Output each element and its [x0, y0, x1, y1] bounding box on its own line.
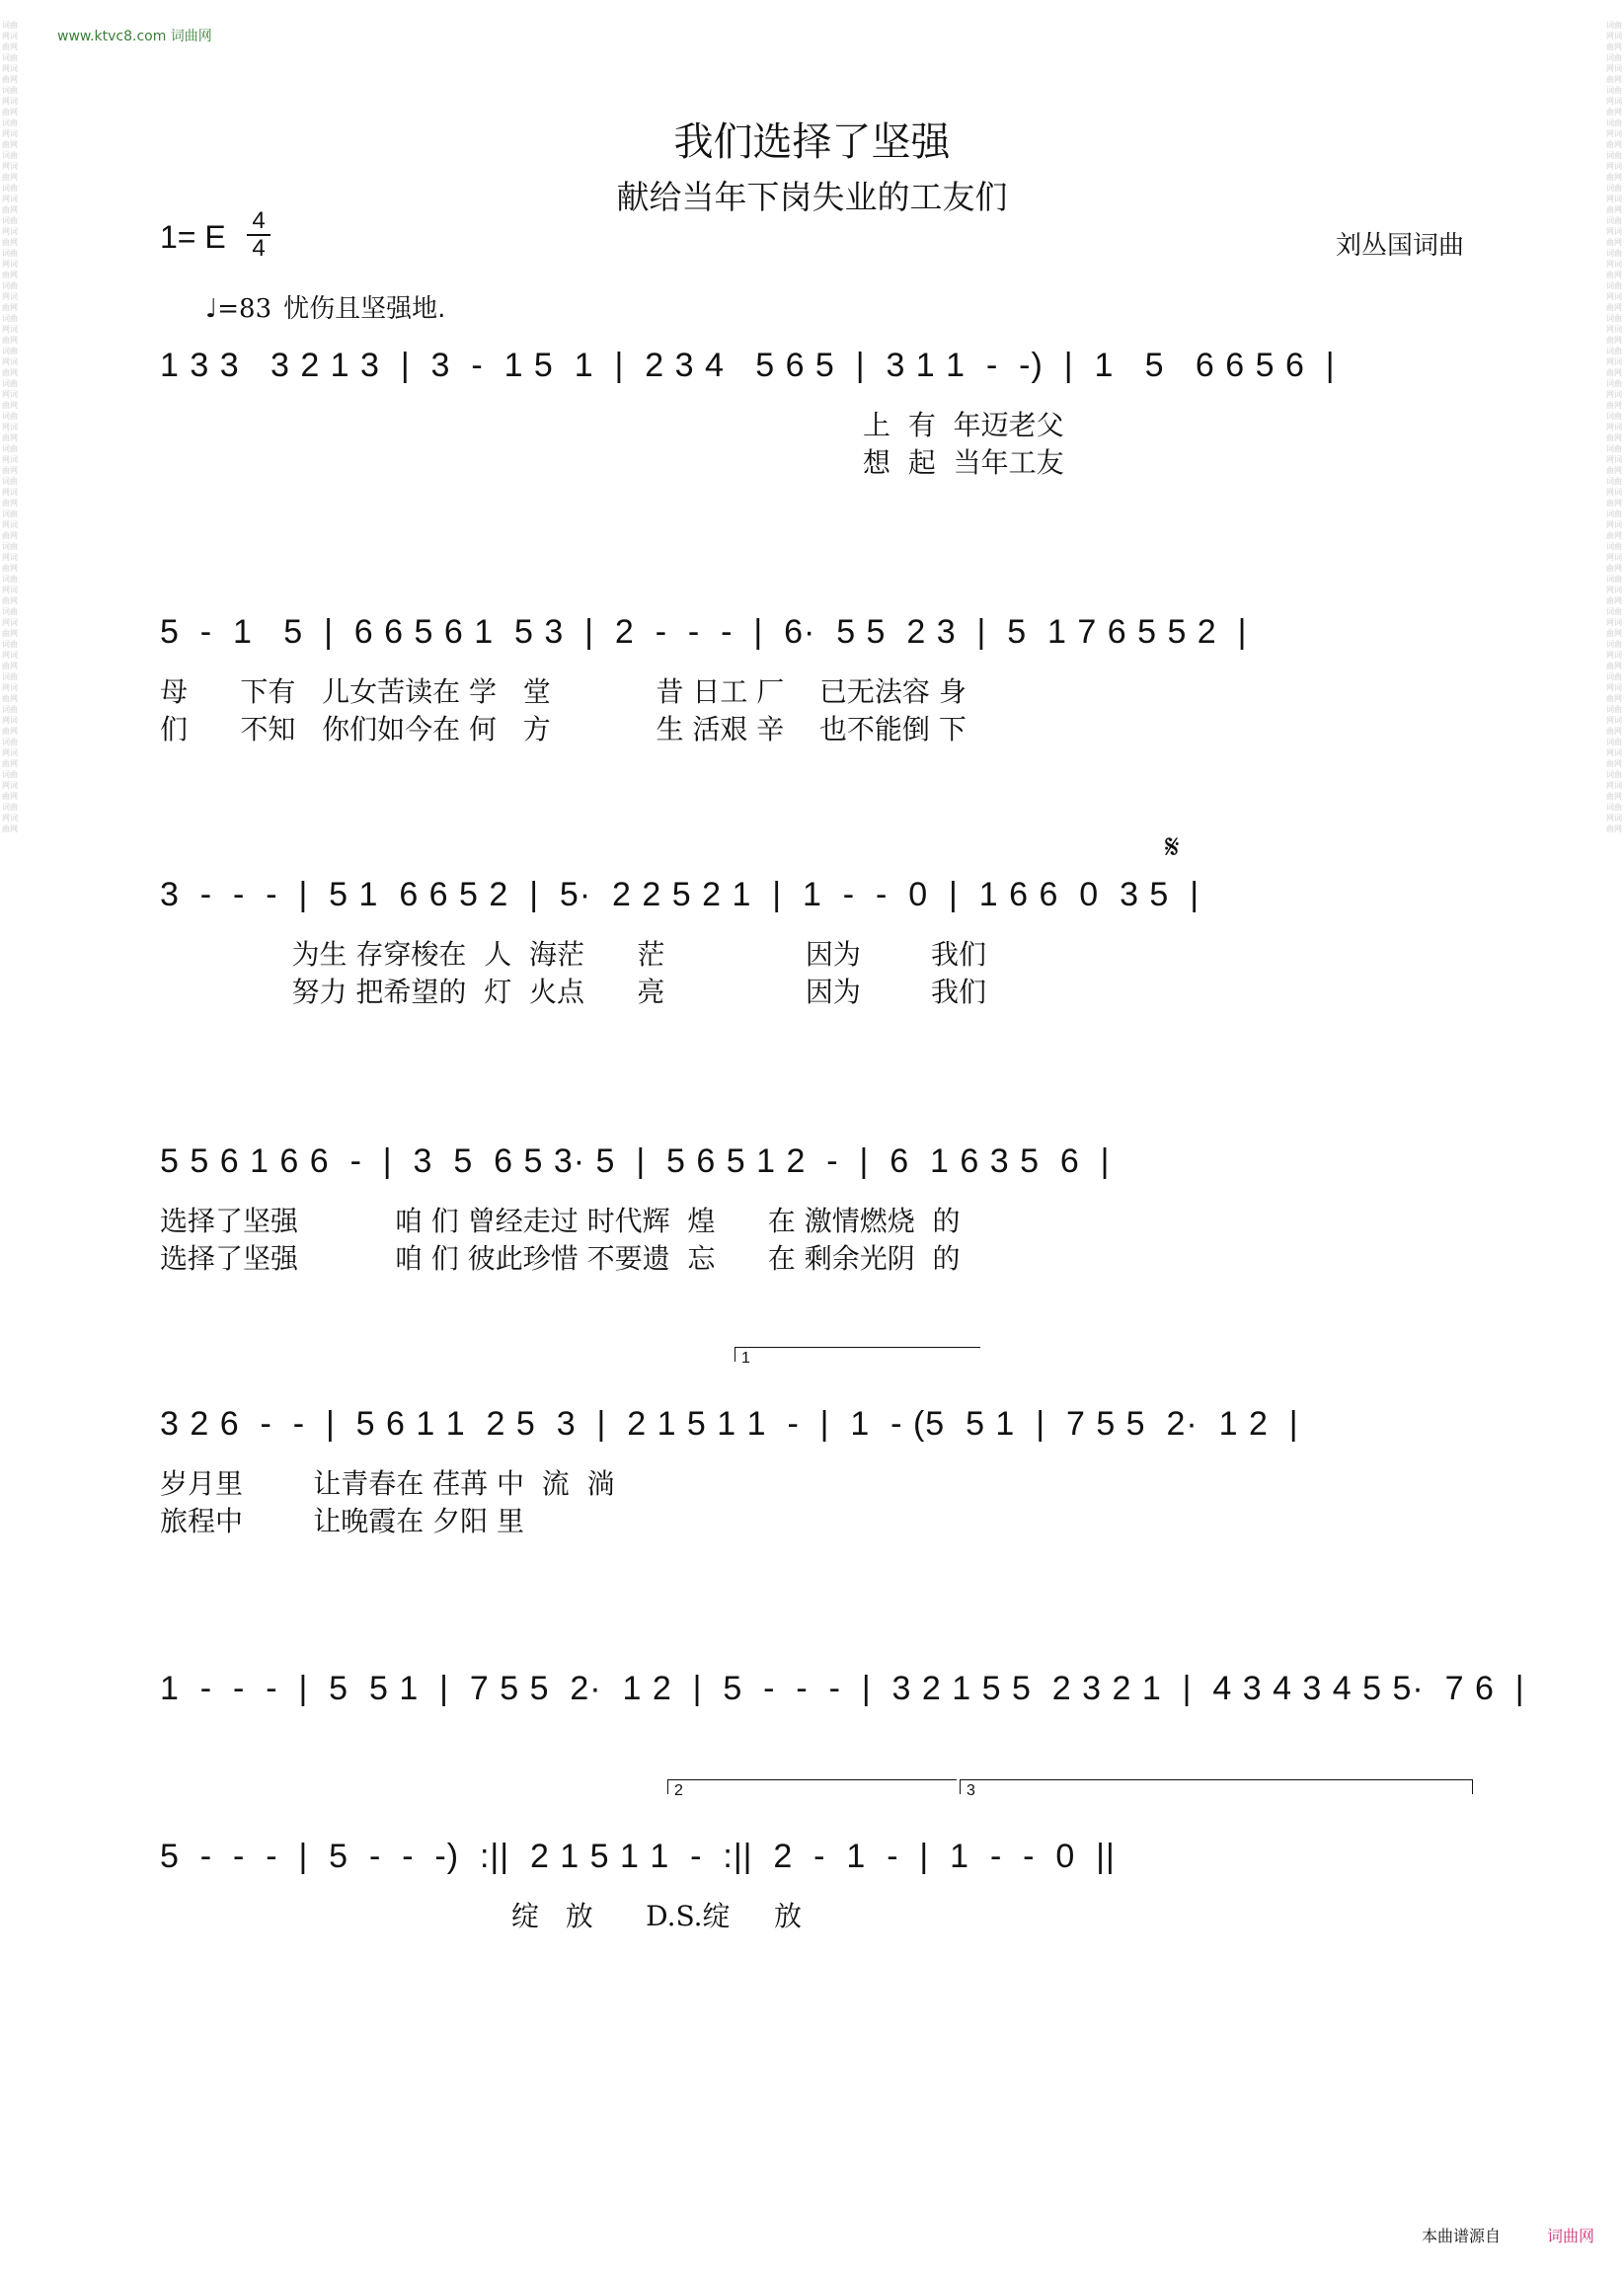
lyrics-verse-2: 们 不知 你们如今在 何 方 生 活艰 辛 也不能倒 下: [160, 713, 967, 746]
notes-line: 5 - 1 5 | 6 6 5 6 1 5 3 | 2 - - - | 6· 5 5 2 3 | 5 1 7 6 5 5 2 |: [160, 613, 1248, 651]
lyrics-verse-2: 努力 把希望的 灯 火点 亮 因为 我们: [160, 976, 987, 1008]
key-signature: 1= E: [160, 219, 226, 255]
notes-line: 3 - - - | 5 1 6 6 5 2 | 5· 2 2 5 2 1 | 1 - - 0 | 1 6 6 0 3 5 |: [160, 876, 1200, 913]
notes-line: 1 - - - | 5 5 1 | 7 5 5 2· 1 2 | 5 - - - | 3 2 1 5 5 2 3 2 1 | 4 3 4 3 4 5 5· 7 6 |: [160, 1670, 1525, 1707]
composer-credit: 刘丛国词曲: [1335, 231, 1464, 261]
source-label: 本曲谱源自: [1421, 2227, 1501, 2245]
lyrics-verse-1: 绽 放 D.S.绽 放: [160, 1900, 803, 1932]
side-watermark-right: 词曲网词曲网词曲网词曲网词曲网词曲网词曲网词曲网词曲网词曲网词曲网词曲网词曲网词曲网词曲网词曲网词曲网词曲网词曲网词曲网词曲网词曲网词曲网词曲网词曲网词曲网词曲网词曲网词曲网词曲网词曲网词曲网词曲网词曲网词曲网词曲网词曲网词曲网词曲网词曲网词曲网词曲网词曲网词曲网词曲网词曲网词曲网词曲网词曲网词曲网: [1606, 21, 1622, 833]
notes-line: 5 - - - | 5 - - -) :|| 2 1 5 1 1 - :|| 2 - 1 - | 1 - - 0 ||: [160, 1838, 1116, 1875]
lyrics-verse-2: 旅程中 让晚霞在 夕阳 里: [160, 1505, 525, 1537]
lyrics-verse-1: 母 下有 儿女苦读在 学 堂 昔 日工 厂 已无法容 身: [160, 675, 967, 708]
volta-bracket-2: 2: [667, 1779, 957, 1794]
tempo-marking: [205, 288, 445, 325]
lyrics-verse-2: 选择了坚强 咱 们 彼此珍惜 不要遗 忘 在 剩余光阴 的: [160, 1242, 961, 1275]
volta-bracket-3: 3: [960, 1779, 1473, 1794]
source-site-link[interactable]: 词曲网: [1546, 2227, 1594, 2245]
notes-line: 3 2 6 - - | 5 6 1 1 2 5 3 | 2 1 5 1 1 - | 1 - (5 5 1 | 7 5 5 2· 1 2 |: [160, 1405, 1299, 1443]
expression-marking: 忧伤且坚强地.: [283, 294, 446, 324]
site-url-header[interactable]: www.ktvc8.com 词曲网: [57, 29, 212, 44]
segno-sign: 𝄋: [1165, 827, 1180, 867]
lyrics-verse-1: 选择了坚强 咱 们 曾经走过 时代辉 煌 在 激情燃烧 的: [160, 1205, 961, 1237]
tempo-value: ♩=83: [205, 294, 272, 324]
notes-line: 5 5 6 1 6 6 - | 3 5 6 5 3· 5 | 5 6 5 1 2 - | 6 1 6 3 5 6 |: [160, 1142, 1111, 1180]
song-subtitle: 献给当年下岗失业的工友们: [616, 178, 1008, 216]
time-signature: [247, 209, 271, 261]
side-watermark-left: 词曲网词曲网词曲网词曲网词曲网词曲网词曲网词曲网词曲网词曲网词曲网词曲网词曲网词曲网词曲网词曲网词曲网词曲网词曲网词曲网词曲网词曲网词曲网词曲网词曲网词曲网词曲网词曲网词曲网词曲网词曲网词曲网词曲网词曲网词曲网词曲网词曲网词曲网词曲网词曲网词曲网词曲网词曲网词曲网词曲网词曲网词曲网词曲网词曲网词曲网: [2, 21, 18, 833]
meter-top: 4: [252, 207, 266, 234]
lyrics-verse-1: 为生 存穿梭在 人 海茫 茫 因为 我们: [160, 938, 987, 971]
lyrics-verse-1: 上 有 年迈老父: [160, 409, 1064, 441]
volta-bracket-1: 1: [735, 1347, 980, 1362]
meter-bottom: 4: [252, 235, 266, 262]
lyrics-verse-2: 想 起 当年工友: [160, 446, 1064, 479]
song-title: 我们选择了坚强: [673, 119, 951, 165]
notes-line: 1 3 3 3 2 1 3 | 3 - 1 5 1 | 2 3 4 5 6 5 | 3 1 1 - -) | 1 5 6 6 5 6 |: [160, 347, 1336, 384]
lyrics-verse-1: 岁月里 让青春在 荏苒 中 流 淌: [160, 1467, 615, 1500]
